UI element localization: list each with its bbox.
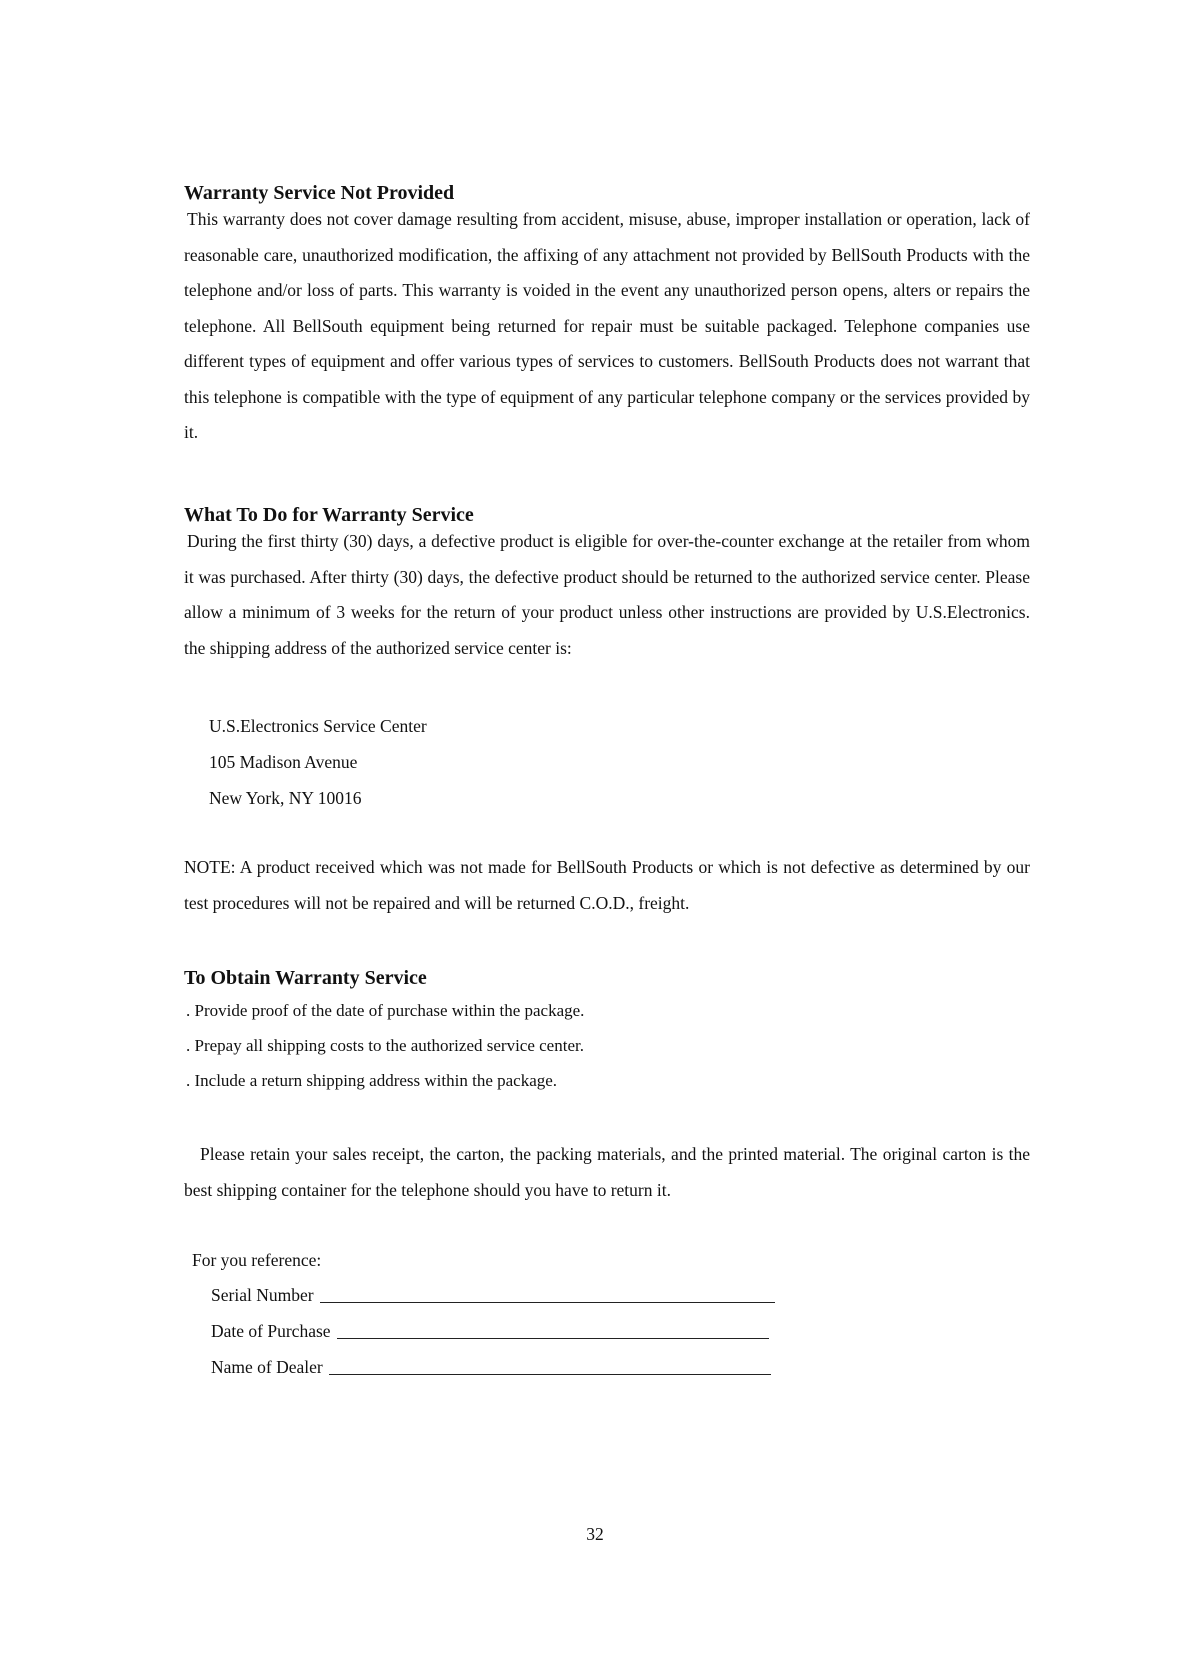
list-item: . Provide proof of the date of purchase within the package.: [186, 1001, 585, 1020]
retain-paragraph: Please retain your sales receipt, the carton, the packing materials, and the printed material. The original carton is the best shipping container for the telephone should you have to return it.: [184, 1144, 1030, 1200]
heading-warranty-not-provided: Warranty Service Not Provided: [184, 182, 455, 204]
address-line-1: U.S.Electronics Service Center: [209, 716, 427, 736]
list-item: . Prepay all shipping costs to the authorized service center.: [186, 1036, 584, 1055]
address-line-3: New York, NY 10016: [209, 788, 362, 808]
note-paragraph: NOTE: A product received which was not made for BellSouth Products or which is not defective as determined by our test procedures will not be repaired and will be returned C.O.D., freight.: [184, 857, 1030, 913]
service-center-address: [209, 708, 427, 816]
date-of-purchase-blank: [337, 1337, 769, 1339]
paragraph-warranty-not-provided: This warranty does not cover damage resulting from accident, misuse, abuse, improper installation or operation, lack of reasonable care, unauthorized modification, the affixing of any attachment not provided by BellSouth Products with the telephone and/or loss of parts. This warranty is voided in the event any unauthorized person opens, alters or repairs the telephone. All BellSouth equipment being returned for repair must be suitable packaged. Telephone companies use different types of equipment and offer various types of services to customers. BellSouth Products does not warrant that this telephone is compatible with the type of equipment of any particular telephone company or the services provided by it.: [184, 209, 1030, 442]
reference-title: For you reference:: [192, 1250, 322, 1270]
address-line-2: 105 Madison Avenue: [209, 752, 358, 772]
obtain-steps-list: [186, 993, 584, 1098]
page-number: 32: [586, 1524, 604, 1544]
name-of-dealer-blank: [329, 1373, 771, 1375]
heading-what-to-do: What To Do for Warranty Service: [184, 504, 474, 526]
date-of-purchase-label: Date of Purchase: [211, 1321, 331, 1341]
list-item: . Include a return shipping address within the package.: [186, 1071, 558, 1090]
name-of-dealer-label: Name of Dealer: [211, 1357, 323, 1377]
serial-number-row: [211, 1287, 775, 1305]
date-of-purchase-row: [211, 1323, 769, 1341]
heading-obtain-warranty: To Obtain Warranty Service: [184, 967, 427, 989]
paragraph-what-to-do: During the first thirty (30) days, a defective product is eligible for over-the-counter exchange at the retailer from whom it was purchased. After thirty (30) days, the defective product should be returned to the authorized service center. Please allow a minimum of 3 weeks for the return of your product unless other instructions are provided by U.S.Electronics. the shipping address of the authorized service center is:: [184, 531, 1030, 658]
name-of-dealer-row: [211, 1359, 771, 1377]
serial-number-blank: [320, 1301, 775, 1303]
serial-number-label: Serial Number: [211, 1285, 314, 1305]
